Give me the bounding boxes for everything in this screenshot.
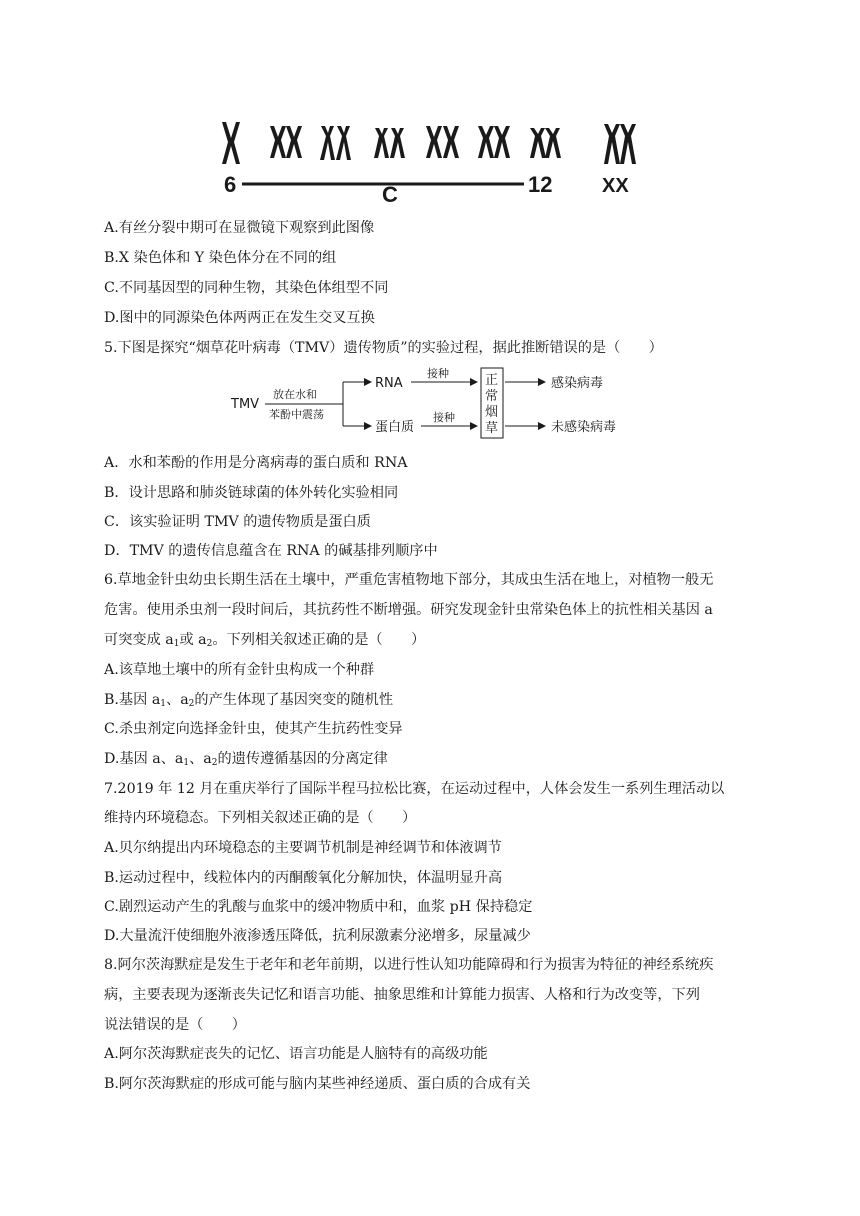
chromosome-pair	[426, 126, 459, 158]
q5-stem: 5.下图是探究“烟草花叶病毒（TMV）遗传物质”的实验过程，据此推断错误的是（ ）	[104, 340, 663, 356]
process-text-line2: 苯酚中震荡	[269, 408, 324, 421]
q4-option-a: A.有丝分裂中期可在显微镜下观察到此图像	[104, 220, 375, 236]
q6-option-d: D.基因 a、$a_1$、$a_2$的遗传遵循基因的分离定律	[104, 751, 388, 768]
q5-option-d: D．TMV 的遗传信息蕴含在 RNA 的碱基排列顺序中	[104, 543, 438, 559]
result-not-infected: 未感染病毒	[551, 420, 617, 435]
box-char-2: 常	[485, 389, 499, 404]
q6-option-c: C.杀虫剂定向选择金针虫，使其产生抗药性变异	[104, 721, 403, 737]
chromosome-pair	[530, 128, 561, 158]
box-char-1: 正	[485, 373, 499, 388]
chromosome-group-c	[222, 122, 636, 164]
q7-option-b: B.运动过程中，线粒体内的丙酮酸氧化分解加快，体温明显升高	[104, 870, 503, 886]
box-char-3: 烟	[485, 405, 499, 420]
inoculate-label-bottom: 接种	[433, 411, 455, 424]
range-start-label: 6	[224, 172, 237, 197]
q7-option-d: D.大量流汗使细胞外液渗透压降低，抗利尿激素分泌增多，尿量减少	[104, 928, 531, 944]
chromosome-pair	[270, 126, 302, 158]
q5-option-a: A．水和苯酚的作用是分离病毒的蛋白质和 RNA	[104, 455, 408, 471]
q7-stem-line2: 维持内环境稳态。下列相关叙述正确的是（ ）	[104, 810, 417, 826]
q8-stem-line3: 说法错误的是（ ）	[104, 1017, 246, 1033]
q6-option-a: A.该草地土壤中的所有金针虫构成一个种群	[104, 662, 375, 678]
chromosome-pair-xx	[604, 124, 636, 164]
rna-label: RNA	[375, 376, 403, 391]
q7-option-a: A.贝尔纳提出内环境稳态的主要调节机制是神经调节和体液调节	[104, 840, 502, 856]
q4-option-c: C.不同基因型的同种生物，其染色体组型不同	[104, 280, 389, 296]
box-char-4: 草	[485, 421, 499, 436]
protein-label: 蛋白质	[375, 420, 415, 435]
q7-option-c: C.剧烈运动产生的乳酸与血浆中的缓冲物质中和，血浆 pH 保持稳定	[104, 899, 533, 915]
q6-option-b: B.基因 $a_1$、$a_2$的产生体现了基因突变的随机性	[104, 692, 394, 709]
q8-stem-line2: 病，主要表现为逐渐丧失记忆和语言功能、抽象思维和计算能力损害、人格和行为改变等，下列	[104, 987, 700, 1003]
chromosome-pair	[374, 128, 405, 158]
result-infected: 感染病毒	[551, 376, 604, 391]
chromosome-pair	[478, 126, 510, 158]
q5-option-b: B．设计思路和肺炎链球菌的体外转化实验相同	[104, 485, 399, 501]
q8-option-b: B.阿尔茨海默症的形成可能与脑内某些神经递质、蛋白质的合成有关	[104, 1076, 531, 1092]
q7-stem-line1: 7.2019 年 12 月在重庆举行了国际半程马拉松比赛，在运动过程中，人体会发生一系列生理活动以	[104, 781, 725, 797]
tmv-label: TMV	[231, 397, 260, 412]
q6-stem-line3: 可突变成 $a_1$或 $a_2$。下列相关叙述正确的是（ ）	[104, 632, 426, 649]
process-text-line1: 放在水和	[273, 388, 317, 401]
inoculate-label-top: 接种	[427, 367, 449, 380]
chromosome-pair	[222, 122, 240, 164]
q4-option-d: D.图中的同源染色体两两正在发生交叉互换	[104, 310, 375, 326]
q6-stem-line1: 6.草地金针虫幼虫长期生活在土壤中，严重危害植物地下部分，其成虫生活在地上，对植物一般无	[104, 572, 714, 588]
q4-option-b: B.X 染色体和 Y 染色体分在不同的组	[104, 250, 337, 266]
q6-stem-line2: 危害。使用杀虫剂一段时间后，其抗药性不断增强。研究发现金针虫常染色体上的抗性相关基因 a	[104, 602, 713, 618]
chromosome-pair	[320, 126, 351, 160]
sex-chromosome-label: XX	[602, 175, 629, 197]
karyotype-figure	[212, 116, 652, 216]
q8-stem-line1: 8.阿尔茨海默症是发生于老年和老年前期，以进行性认知功能障碍和行为损害为特征的神经系统疾	[104, 957, 714, 973]
q8-option-a: A.阿尔茨海默症丧失的记忆、语言功能是人脑特有的高级功能	[104, 1046, 488, 1062]
tmv-experiment-diagram	[225, 366, 645, 440]
q5-option-c: C．该实验证明 TMV 的遗传物质是蛋白质	[104, 514, 371, 530]
range-group-label: C	[382, 182, 398, 207]
range-end-label: 12	[528, 172, 553, 197]
